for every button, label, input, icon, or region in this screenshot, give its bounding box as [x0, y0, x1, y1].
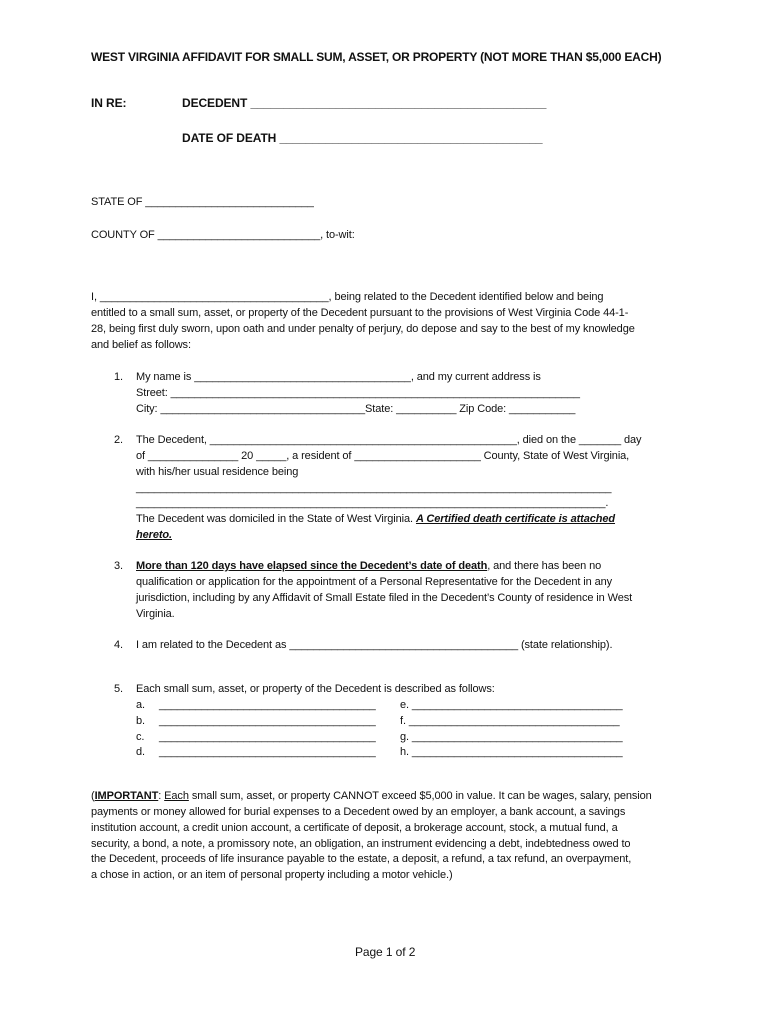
- date-of-death-line: DATE OF DEATH ________________________________________: [182, 131, 543, 145]
- item-2-line: with his/her usual residence being: [136, 466, 299, 478]
- intro-line: I, ______________________________________, being related to the Decedent identified below and being: [91, 291, 604, 303]
- asset-letter: c.: [136, 731, 145, 743]
- item-2-line: The Decedent, ___________________________________________________, died on the _______ day: [136, 434, 642, 446]
- item-2-emphasis: hereto.: [136, 529, 172, 541]
- asset-blank: ____________________________________: [159, 699, 376, 711]
- item-3-line: Virginia.: [136, 608, 175, 620]
- intro-line: and belief as follows:: [91, 339, 191, 351]
- intro-line: 28, being first duly sworn, upon oath and under penalty of perjury, do depose and say to the best of my knowledge: [91, 323, 635, 335]
- asset-line-right: h. ___________________________________: [400, 746, 623, 758]
- item-4-line: I am related to the Decedent as ______________________________________ (state relationship).: [136, 639, 613, 651]
- important-line: the Decedent, proceeds of life insurance payable to the estate, a deposit, a refund, a tax refund, an overpayment,: [91, 853, 632, 865]
- important-line: payments or money allowed for burial expenses to a Decedent owed by an employer, a bank account, a savings: [91, 806, 626, 818]
- asset-letter: b.: [136, 715, 145, 727]
- item-number: 1.: [114, 371, 123, 383]
- item-number: 2.: [114, 434, 123, 446]
- asset-line-right: e. ___________________________________: [400, 699, 623, 711]
- item-2-line: [136, 511, 615, 527]
- state-of-line: STATE OF ____________________________: [91, 196, 314, 208]
- important-open: (: [91, 790, 95, 802]
- item-2-emphasis: A Certified death certificate is attached: [415, 513, 616, 525]
- item-1-line: Street: ____________________________________________________________________: [136, 387, 580, 399]
- item-2-line: ______________________________________________________________________________.: [136, 497, 609, 509]
- in-re-label: IN RE:: [91, 96, 127, 110]
- asset-blank: ____________________________________: [159, 731, 376, 743]
- important-colon: :: [158, 790, 165, 802]
- important-each: Each: [164, 790, 189, 802]
- important-line: security, a bond, a note, a promissory note, an obligation, an instrument evidencing a debt, indebtedness owed to: [91, 838, 631, 850]
- item-3-line: [136, 558, 601, 574]
- page-number: Page 1 of 2: [355, 945, 416, 959]
- county-of-line: COUNTY OF ___________________________, to-wit:: [91, 229, 355, 241]
- important-line: [91, 788, 652, 804]
- item-2-text: The Decedent was domiciled in the State of West Virginia.: [136, 513, 416, 525]
- asset-letter: a.: [136, 699, 145, 711]
- item-number: 5.: [114, 683, 123, 695]
- asset-line-right: f. ___________________________________: [400, 715, 620, 727]
- important-line: institution account, a credit union account, a certificate of deposit, a brokerage account, stock, a mutual fund, a: [91, 822, 618, 834]
- item-5-line: Each small sum, asset, or property of the Decedent is described as follows:: [136, 683, 495, 695]
- item-3-line: qualification or application for the appointment of a Personal Representative for the Decedent in any: [136, 576, 613, 588]
- item-2-line: _______________________________________________________________________________: [136, 482, 612, 494]
- important-line: a chose in action, or an item of personal property including a motor vehicle.): [91, 869, 453, 881]
- asset-blank: ____________________________________: [159, 746, 376, 758]
- important-label: IMPORTANT: [94, 790, 159, 802]
- item-1-line: City: __________________________________State: __________ Zip Code: ___________: [136, 403, 576, 415]
- asset-line-right: g. ___________________________________: [400, 731, 623, 743]
- intro-line: entitled to a small sum, asset, or property of the Decedent pursuant to the provisions of West Virginia Code 44-1-: [91, 307, 629, 319]
- item-1-line: My name is ____________________________________, and my current address is: [136, 371, 541, 383]
- item-number: 4.: [114, 639, 123, 651]
- document-title: WEST VIRGINIA AFFIDAVIT FOR SMALL SUM, ASSET, OR PROPERTY (NOT MORE THAN $5,000 EACH): [91, 50, 662, 64]
- item-3-text: , and there has been no: [487, 560, 602, 572]
- item-3-emphasis: More than 120 days have elapsed since the Decedent’s date of death: [136, 560, 488, 572]
- decedent-line: DECEDENT _____________________________________________: [182, 96, 547, 110]
- item-number: 3.: [114, 560, 123, 572]
- important-text: small sum, asset, or property CANNOT exceed $5,000 in value. It can be wages, salary, pension: [188, 790, 652, 802]
- asset-letter: d.: [136, 746, 145, 758]
- item-3-line: jurisdiction, including by any Affidavit of Small Estate filed in the Decedent’s County of residence in West: [136, 592, 633, 604]
- item-2-line: of _______________ 20 _____, a resident of _____________________ County, State of West Virginia,: [136, 450, 630, 462]
- asset-blank: ____________________________________: [159, 715, 376, 727]
